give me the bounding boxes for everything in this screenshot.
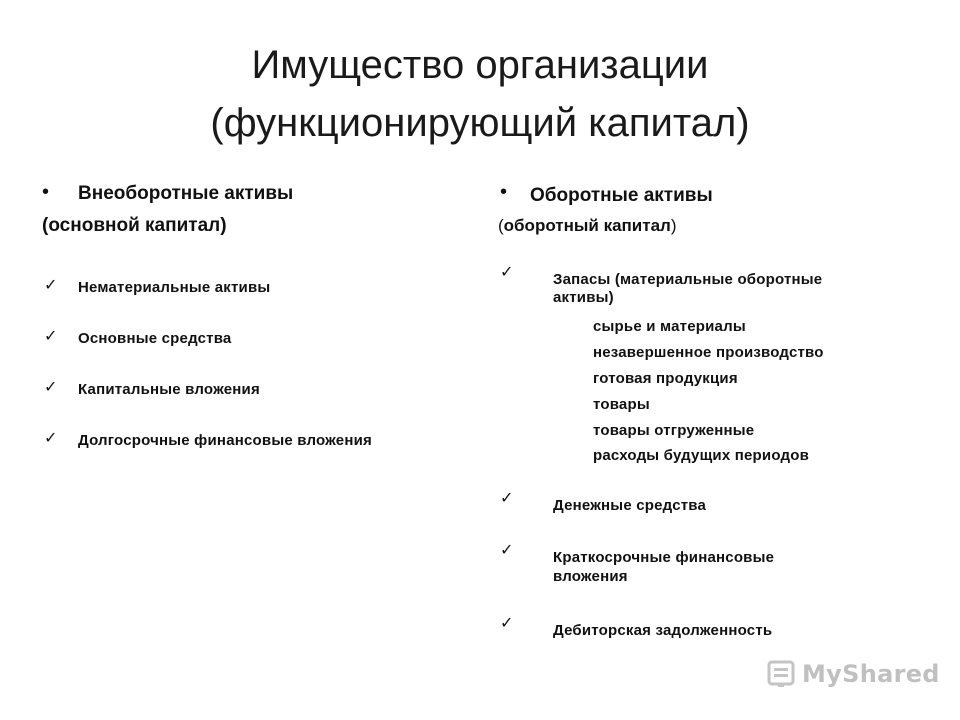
check-icon: ✓ bbox=[500, 262, 514, 281]
watermark-text: MyShared bbox=[802, 660, 940, 688]
page-title bbox=[0, 36, 960, 152]
left-item-3: Капитальные вложения bbox=[78, 381, 260, 398]
right-heading: Оборотные активы bbox=[530, 185, 713, 206]
check-icon: ✓ bbox=[44, 377, 58, 396]
paren-close: ) bbox=[670, 216, 677, 235]
right-item-1-line-1: Запасы (материальные оборотные bbox=[553, 271, 823, 288]
check-icon: ✓ bbox=[500, 540, 514, 559]
bullet-icon: • bbox=[500, 181, 508, 203]
left-item-1: Нематериальные активы bbox=[78, 279, 271, 296]
left-item-2: Основные средства bbox=[78, 330, 232, 347]
subitem-1: сырье и материалы bbox=[593, 318, 746, 335]
right-item-2: Денежные средства bbox=[553, 497, 707, 514]
check-icon: ✓ bbox=[44, 275, 58, 294]
title-line-1: Имущество организации bbox=[251, 43, 709, 87]
subitem-6: расходы будущих периодов bbox=[593, 447, 810, 464]
right-item-1-line-2: активы) bbox=[553, 289, 614, 306]
watermark bbox=[766, 656, 940, 692]
check-icon: ✓ bbox=[500, 613, 514, 632]
check-icon: ✓ bbox=[500, 488, 514, 507]
subitem-5: товары отгруженные bbox=[593, 422, 755, 439]
left-item-4: Долгосрочные финансовые вложения bbox=[78, 432, 372, 449]
right-item-3-line-2: вложения bbox=[553, 568, 628, 585]
left-heading: Внеоборотные активы bbox=[78, 183, 294, 204]
title-line-2: (функционирующий капитал) bbox=[210, 101, 750, 145]
right-subheading-text: оборотный капитал bbox=[503, 216, 671, 235]
right-item-4: Дебиторская задолженность bbox=[553, 622, 773, 639]
bullet-icon: • bbox=[42, 181, 50, 203]
subitem-3: готовая продукция bbox=[593, 370, 738, 387]
right-item-3-line-1: Краткосрочные финансовые bbox=[553, 549, 775, 566]
left-subheading: (основной капитал) bbox=[42, 215, 227, 236]
mortarboard-logo-icon bbox=[766, 659, 796, 689]
check-icon: ✓ bbox=[44, 326, 58, 345]
right-subheading bbox=[498, 214, 677, 238]
subitem-2: незавершенное производство bbox=[593, 344, 824, 361]
paren-open: ( bbox=[498, 216, 504, 235]
check-icon: ✓ bbox=[44, 428, 58, 447]
subitem-4: товары bbox=[593, 396, 650, 413]
